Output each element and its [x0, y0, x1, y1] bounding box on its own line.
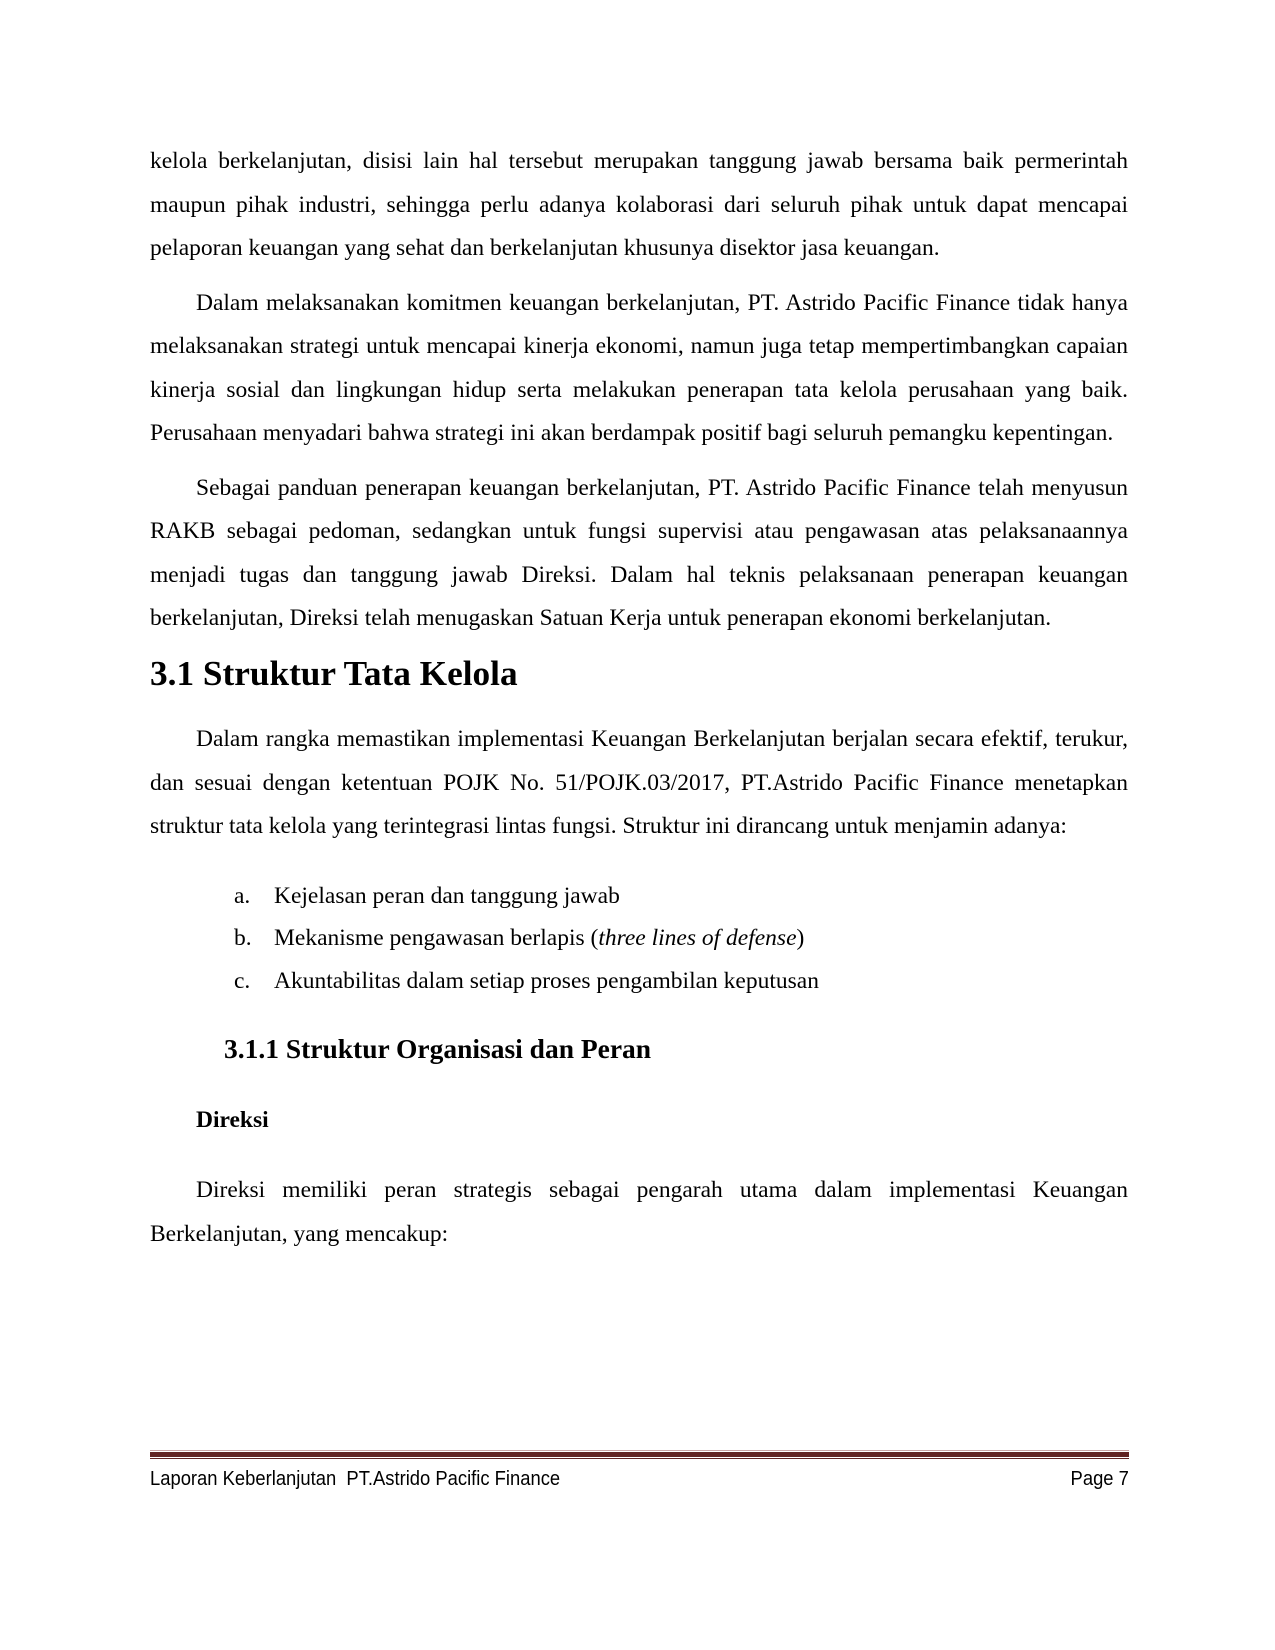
paragraph-intro-3: Sebagai panduan penerapan keuangan berkelanjutan, PT. Astrido Pacific Finance telah menyusun RAKB sebagai pedoman, sedangkan untuk fungsi supervisi atau pengawasan atas pelaksanaannya menjadi tugas dan tanggung jawab Direksi. Dalam hal teknis pelaksanaan penerapan keuangan berkelanjutan, Direksi telah menugaskan Satuan Kerja untuk penerapan ekonomi berkelanjutan.: [150, 474, 1128, 631]
section-heading-3-1: 3.1 Struktur Tata Kelola: [150, 653, 518, 693]
paragraph-3-1: Dalam rangka memastikan implementasi Keuangan Berkelanjutan berjalan secara efektif, terukur, dan sesuai dengan ketentuan POJK No. 51/POJK.03/2017, PT.Astrido Pacific Finance menetapkan struktur tata kelola yang terintegrasi lintas fungsi. Struktur ini dirancang untuk menjamin adanya:: [150, 726, 1128, 839]
governance-list: [150, 875, 1128, 1003]
list-item-text: Mekanisme pengawasan berlapis (: [274, 925, 599, 951]
paragraph-intro-2: Dalam melaksanakan komitmen keuangan berkelanjutan, PT. Astrido Pacific Finance tidak hanya melaksanakan strategi untuk mencapai kinerja ekonomi, namun juga tetap mempertimbangkan capaian kinerja sosial dan lingkungan hidup serta melakukan penerapan tata kelola perusahaan yang baik. Perusahaan menyadari bahwa strategi ini akan berdampak positif bagi seluruh pemangku kepentingan.: [150, 289, 1128, 446]
list-marker: a.: [234, 882, 251, 909]
section-heading-3-1-1: 3.1.1 Struktur Organisasi dan Peran: [224, 1034, 652, 1064]
paragraph-intro-1: kelola berkelanjutan, disisi lain hal tersebut merupakan tanggung jawab bersama baik permerintah maupun pihak industri, sehingga perlu adanya kolaborasi dari seluruh pihak untuk dapat mencapai pelaporan keuangan yang sehat dan berkelanjutan khusunya disektor jasa keuangan.: [150, 148, 1128, 261]
footer-title: Laporan Keberlanjutan PT.Astrido Pacific Finance: [150, 1468, 561, 1490]
list-item: [150, 960, 1128, 1003]
list-item: [150, 917, 1128, 960]
list-item: [150, 875, 1128, 918]
subheading-direksi: Direksi: [196, 1106, 269, 1133]
paragraph-direksi: Direksi memiliki peran strategis sebagai pengarah utama dalam implementasi Keuangan Berkelanjutan, yang mencakup:: [150, 1177, 1128, 1247]
list-item-text: Akuntabilitas dalam setiap proses pengambilan keputusan: [274, 967, 819, 994]
page-footer: [150, 1464, 1129, 1494]
list-item-text: Kejelasan peran dan tanggung jawab: [274, 882, 620, 909]
list-item-text-after: ): [796, 925, 805, 951]
list-marker: c.: [234, 967, 251, 994]
list-marker: b.: [234, 925, 252, 951]
footer-divider: [150, 1450, 1129, 1459]
page-content: [150, 140, 1128, 1256]
page-number: Page 7: [1070, 1468, 1129, 1490]
list-item-italic-text: three lines of defense: [598, 925, 797, 951]
